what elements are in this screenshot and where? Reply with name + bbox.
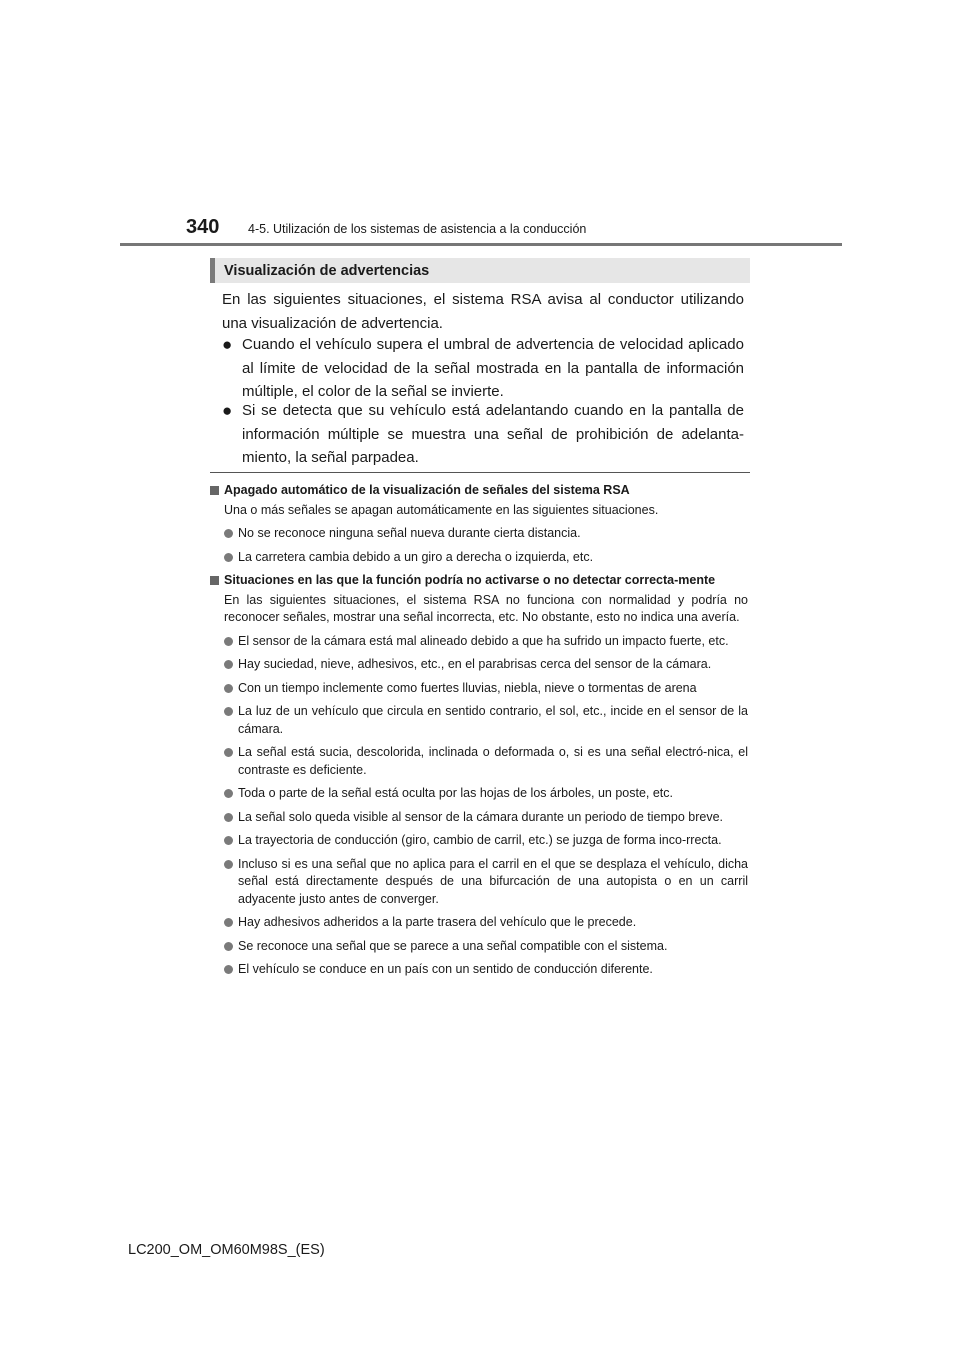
- circle-bullet-icon: [224, 836, 233, 845]
- list-item-text: El vehículo se conduce en un país con un sentido de conducción diferente.: [238, 962, 653, 976]
- circle-bullet-icon: [224, 813, 233, 822]
- list-item-text: La carretera cambia debido a un giro a derecha o izquierda, etc.: [238, 549, 594, 564]
- list-item: [210, 703, 748, 738]
- heading-accent-bar: [210, 258, 215, 283]
- note-heading-situations: [210, 572, 748, 590]
- header-divider: [120, 243, 842, 246]
- list-item: [210, 656, 748, 674]
- list-item-text: La señal solo queda visible al sensor de la cámara durante un periodo de tiempo breve.: [238, 809, 724, 824]
- circle-bullet-icon: [224, 918, 233, 927]
- list-item-text: Hay adhesivos adheridos a la parte trasera del vehículo que le precede.: [238, 915, 637, 929]
- circle-bullet-icon: [224, 748, 233, 757]
- warning-bullet-text: Cuando el vehículo supera el umbral de advertencia de velocidad aplicado al límite de velocidad de la señal mostrada en la pantalla de información múltiple, el color de la señal se invierte.: [242, 336, 744, 400]
- list-item-text: Hay suciedad, nieve, adhesivos, etc., en el parabrisas cerca del sensor de la cámara.: [238, 657, 712, 671]
- circle-bullet-icon: [224, 965, 233, 974]
- list-item-text: La señal está sucia, descolorida, inclinada o deformada o, si es una señal electró-nica, el contraste es deficiente.: [238, 745, 748, 777]
- list-item: [210, 832, 748, 850]
- list-item: [210, 525, 748, 543]
- circle-bullet-icon: [224, 707, 233, 716]
- note-paragraph: En las siguientes situaciones, el sistema RSA no funciona con normalidad y podría no reconocer señales, mostrar una señal incorrecta, etc. No obstante, esto no indica una avería.: [224, 592, 748, 624]
- list-item-text: El sensor de la cámara está mal alineado debido a que ha sufrido un impacto fuerte, etc.: [238, 633, 729, 648]
- warning-bullet: [222, 399, 744, 470]
- circle-bullet-icon: [224, 789, 233, 798]
- circle-bullet-icon: [224, 553, 233, 562]
- list-item: [210, 961, 748, 979]
- bullet-icon: ●: [222, 401, 233, 420]
- note-paragraph: Una o más señales se apagan automáticamente en las siguientes situaciones.: [224, 502, 659, 517]
- section-heading-text: Visualización de advertencias: [224, 262, 430, 279]
- note-heading-text: Apagado automático de la visualización de señales del sistema RSA: [224, 483, 630, 497]
- section-heading: [210, 258, 750, 283]
- list-item: [210, 744, 748, 779]
- list-item: [210, 633, 748, 651]
- list-item: [210, 549, 748, 567]
- list-item-text: Incluso si es una señal que no aplica para el carril en el que se desplaza el vehículo, dicha señal está directamente después de una bifurcación de una autopista o en un carril adyacente justo antes de converger.: [238, 856, 748, 906]
- page-number: 340: [186, 216, 220, 238]
- circle-bullet-icon: [224, 529, 233, 538]
- note-heading-auto-off: [210, 482, 748, 500]
- section-divider: [210, 472, 750, 473]
- list-item: [210, 914, 748, 932]
- square-bullet-icon: [210, 576, 219, 585]
- note-heading-text: Situaciones en las que la función podría no activarse o no detectar correcta-mente: [224, 573, 716, 587]
- document-code-footer: LC200_OM_OM60M98S_(ES): [128, 1242, 325, 1258]
- list-item: [210, 938, 748, 956]
- list-item: [210, 856, 748, 909]
- list-item-text: Con un tiempo inclemente como fuertes lluvias, niebla, nieve o tormentas de arena: [238, 680, 697, 695]
- warning-bullet: [222, 333, 744, 404]
- list-item: [210, 785, 748, 803]
- notes-section: [210, 482, 748, 979]
- chapter-title: 4-5. Utilización de los sistemas de asistencia a la conducción: [248, 222, 587, 236]
- circle-bullet-icon: [224, 684, 233, 693]
- list-item-text: Toda o parte de la señal está oculta por las hojas de los árboles, un poste, etc.: [238, 786, 673, 800]
- list-item-text: La trayectoria de conducción (giro, cambio de carril, etc.) se juzga de forma inco-rrecta.: [238, 833, 722, 847]
- circle-bullet-icon: [224, 637, 233, 646]
- circle-bullet-icon: [224, 860, 233, 869]
- square-bullet-icon: [210, 486, 219, 495]
- list-item: [210, 809, 748, 827]
- warning-bullet-text: Si se detecta que su vehículo está adelantando cuando en la pantalla de información múltiple se muestra una señal de prohibición de adelanta-miento, la señal parpadea.: [242, 402, 744, 466]
- list-item: [210, 680, 748, 698]
- list-item-text: La luz de un vehículo que circula en sentido contrario, el sol, etc., incide en el sensor de la cámara.: [238, 704, 748, 736]
- circle-bullet-icon: [224, 660, 233, 669]
- list-item-text: No se reconoce ninguna señal nueva durante cierta distancia.: [238, 526, 581, 540]
- bullet-icon: ●: [222, 335, 233, 354]
- list-item-text: Se reconoce una señal que se parece a una señal compatible con el sistema.: [238, 938, 668, 953]
- circle-bullet-icon: [224, 942, 233, 951]
- intro-paragraph: En las siguientes situaciones, el sistema RSA avisa al conductor utilizando una visualización de advertencia.: [222, 291, 744, 332]
